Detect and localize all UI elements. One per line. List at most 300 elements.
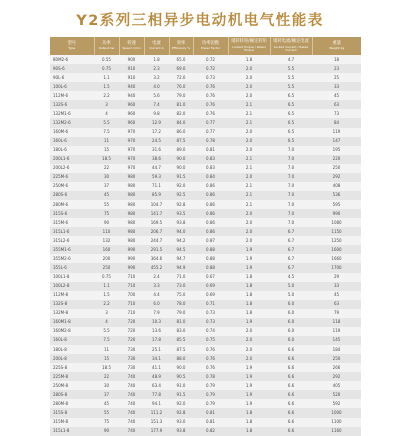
header-output: 功率 Output kw <box>94 37 119 55</box>
table-row <box>50 309 361 318</box>
cell-type: 132M-8 <box>50 309 94 318</box>
cell-current: 2.3 <box>144 64 169 73</box>
cell-current: 2.4 <box>144 273 169 282</box>
cell-power-factor: 0.86 <box>193 191 228 200</box>
cell-locked-current: 6.6 <box>270 427 312 436</box>
cell-locked-current: 7.0 <box>270 146 312 155</box>
cell-power-factor: 0.88 <box>193 254 228 263</box>
cell-locked-current: 6.0 <box>270 327 312 336</box>
cell-locked-torque: 1.9 <box>228 363 270 372</box>
cell-current: 111.2 <box>144 408 169 417</box>
cell-locked-current: 6.7 <box>270 254 312 263</box>
cell-type: 100L-6 <box>50 82 94 91</box>
cell-output: 5.5 <box>94 118 119 127</box>
performance-table-container <box>50 37 361 436</box>
table-row <box>50 173 361 182</box>
cell-efficiency: 90.0 <box>169 155 193 164</box>
cell-speed: 720 <box>119 336 144 345</box>
cell-efficiency: 94.7 <box>169 254 193 263</box>
cell-locked-current: 6.0 <box>270 336 312 345</box>
cell-efficiency: 91.0 <box>169 381 193 390</box>
table-row <box>50 372 361 381</box>
table-row <box>50 245 361 254</box>
cell-power-factor: 0.86 <box>193 200 228 209</box>
cell-locked-current: 7.0 <box>270 155 312 164</box>
cell-power-factor: 0.76 <box>193 91 228 100</box>
cell-output: 4 <box>94 318 119 327</box>
cell-weight: 33 <box>312 82 361 91</box>
cell-locked-torque: 2.1 <box>228 191 270 200</box>
cell-locked-torque: 1.9 <box>228 263 270 272</box>
cell-current: 10.3 <box>144 318 169 327</box>
cell-locked-torque: 2.1 <box>228 182 270 191</box>
table-row <box>50 109 361 118</box>
cell-locked-torque: 1.8 <box>228 408 270 417</box>
cell-current: 71.1 <box>144 182 169 191</box>
table-row <box>50 155 361 164</box>
cell-weight: 33 <box>312 282 361 291</box>
cell-speed: 910 <box>119 64 144 73</box>
cell-locked-torque: 2.0 <box>228 336 270 345</box>
cell-locked-torque: 1.9 <box>228 390 270 399</box>
cell-efficiency: 81.0 <box>169 100 193 109</box>
cell-efficiency: 87.5 <box>169 345 193 354</box>
cell-power-factor: 0.71 <box>193 300 228 309</box>
cell-output: 45 <box>94 399 119 408</box>
cell-current: 5.6 <box>144 91 169 100</box>
cell-weight: 29 <box>312 273 361 282</box>
cell-current: 177.9 <box>144 427 169 436</box>
cell-weight: 73 <box>312 109 361 118</box>
cell-output: 250 <box>94 263 119 272</box>
cell-speed: 910 <box>119 73 144 82</box>
cell-locked-current: 5.0 <box>270 282 312 291</box>
table-row <box>50 200 361 209</box>
cell-weight: 18 <box>312 55 361 64</box>
cell-speed: 990 <box>119 245 144 254</box>
cell-efficiency: 76.0 <box>169 82 193 91</box>
cell-current: 44.7 <box>144 164 169 173</box>
cell-type: 225S-8 <box>50 363 94 372</box>
cell-weight: 79 <box>312 309 361 318</box>
cell-current: 244.7 <box>144 236 169 245</box>
cell-type: 280S-8 <box>50 390 94 399</box>
cell-weight: 45 <box>312 91 361 100</box>
cell-weight: 1100 <box>312 418 361 427</box>
performance-table <box>50 37 361 436</box>
cell-speed: 710 <box>119 300 144 309</box>
cell-weight: 184 <box>312 345 361 354</box>
table-row <box>50 418 361 427</box>
cell-efficiency: 92.0 <box>169 182 193 191</box>
table-row <box>50 327 361 336</box>
cell-locked-torque: 1.9 <box>228 245 270 254</box>
cell-locked-current: 5.5 <box>270 64 312 73</box>
cell-locked-current: 7.0 <box>270 164 312 173</box>
cell-type: 112M-8 <box>50 291 94 300</box>
table-row <box>50 263 361 272</box>
cell-efficiency: 65.0 <box>169 55 193 64</box>
cell-locked-current: 6.5 <box>270 118 312 127</box>
cell-locked-current: 4.7 <box>270 55 312 64</box>
cell-weight: 1250 <box>312 236 361 245</box>
table-row <box>50 236 361 245</box>
page-title: Y2系列三相异步电动机电气性能表 <box>76 13 324 29</box>
cell-speed: 720 <box>119 318 144 327</box>
cell-weight: 292 <box>312 372 361 381</box>
cell-current: 206.7 <box>144 227 169 236</box>
cell-type: 315S-8 <box>50 408 94 417</box>
cell-locked-torque: 2.0 <box>228 327 270 336</box>
cell-weight: 250 <box>312 354 361 363</box>
cell-output: 11 <box>94 345 119 354</box>
table-row <box>50 182 361 191</box>
cell-locked-torque: 1.9 <box>228 254 270 263</box>
cell-output: 2.2 <box>94 91 119 100</box>
cell-output: 1.1 <box>94 282 119 291</box>
cell-weight: 1080 <box>312 218 361 227</box>
cell-efficiency: 75.0 <box>169 291 193 300</box>
cell-power-factor: 0.67 <box>193 273 228 282</box>
cell-locked-current: 6.5 <box>270 100 312 109</box>
cell-weight: 408 <box>312 182 361 191</box>
cell-locked-torque: 2.0 <box>228 64 270 73</box>
cell-type: 280M-6 <box>50 200 94 209</box>
cell-type: 200L1-6 <box>50 155 94 164</box>
cell-speed: 970 <box>119 128 144 137</box>
cell-speed: 740 <box>119 427 144 436</box>
cell-output: 18.5 <box>94 155 119 164</box>
table-row <box>50 336 361 345</box>
cell-type: 180L-8 <box>50 345 94 354</box>
cell-output: 1.5 <box>94 82 119 91</box>
cell-efficiency: 69.0 <box>169 64 193 73</box>
cell-efficiency: 90.0 <box>169 164 193 173</box>
cell-power-factor: 0.72 <box>193 64 228 73</box>
table-row <box>50 164 361 173</box>
header-power-factor: 功率因数 Power Factor <box>193 37 228 55</box>
cell-weight: 536 <box>312 191 361 200</box>
cell-type: 355M2-6 <box>50 254 94 263</box>
cell-locked-current: 5.5 <box>270 82 312 91</box>
cell-type: 280M-8 <box>50 399 94 408</box>
cell-speed: 980 <box>119 200 144 209</box>
table-row <box>50 64 361 73</box>
cell-efficiency: 91.5 <box>169 173 193 182</box>
cell-output: 22 <box>94 372 119 381</box>
cell-speed: 740 <box>119 418 144 427</box>
cell-output: 160 <box>94 245 119 254</box>
cell-type: 280S-6 <box>50 191 94 200</box>
cell-power-factor: 0.76 <box>193 345 228 354</box>
cell-locked-torque: 2.1 <box>228 118 270 127</box>
cell-efficiency: 92.5 <box>169 191 193 200</box>
cell-current: 7.9 <box>144 309 169 318</box>
cell-locked-torque: 1.9 <box>228 381 270 390</box>
cell-efficiency: 82.0 <box>169 109 193 118</box>
cell-type: 112M-6 <box>50 91 94 100</box>
cell-current: 24.5 <box>144 137 169 146</box>
table-row <box>50 427 361 436</box>
table-row <box>50 390 361 399</box>
cell-efficiency: 86.0 <box>169 128 193 137</box>
cell-locked-torque: 2.0 <box>228 128 270 137</box>
cell-output: 3 <box>94 100 119 109</box>
cell-speed: 940 <box>119 91 144 100</box>
cell-locked-torque: 2.0 <box>228 173 270 182</box>
cell-power-factor: 0.79 <box>193 399 228 408</box>
table-row <box>50 381 361 390</box>
cell-speed: 900 <box>119 55 144 64</box>
cell-weight: 147 <box>312 137 361 146</box>
header-current: 电流 Current A <box>144 37 169 55</box>
cell-locked-torque: 2.0 <box>228 227 270 236</box>
cell-current: 151.3 <box>144 418 169 427</box>
table-row <box>50 227 361 236</box>
cell-power-factor: 0.76 <box>193 82 228 91</box>
cell-current: 169.5 <box>144 218 169 227</box>
cell-power-factor: 0.75 <box>193 336 228 345</box>
header-locked-torque: 堵转转矩/额定转矩 Locked Torque / Rated Torque <box>228 37 270 55</box>
cell-power-factor: 0.83 <box>193 155 228 164</box>
cell-speed: 980 <box>119 236 144 245</box>
cell-weight: 45 <box>312 291 361 300</box>
cell-locked-torque: 2.1 <box>228 109 270 118</box>
cell-locked-torque: 1.8 <box>228 55 270 64</box>
cell-efficiency: 93.8 <box>169 427 193 436</box>
cell-power-factor: 0.86 <box>193 218 228 227</box>
cell-current: 25.1 <box>144 345 169 354</box>
cell-speed: 710 <box>119 282 144 291</box>
cell-power-factor: 0.79 <box>193 381 228 390</box>
cell-output: 55 <box>94 200 119 209</box>
cell-current: 141.7 <box>144 209 169 218</box>
cell-type: 200L2-6 <box>50 164 94 173</box>
cell-locked-current: 6.7 <box>270 227 312 236</box>
table-row <box>50 408 361 417</box>
table-row <box>50 118 361 127</box>
cell-speed: 740 <box>119 372 144 381</box>
cell-locked-torque: 2.0 <box>228 82 270 91</box>
cell-efficiency: 91.5 <box>169 390 193 399</box>
cell-type: 200L-8 <box>50 354 94 363</box>
cell-speed: 710 <box>119 273 144 282</box>
cell-speed: 990 <box>119 263 144 272</box>
cell-speed: 980 <box>119 173 144 182</box>
cell-speed: 980 <box>119 182 144 191</box>
table-row <box>50 137 361 146</box>
cell-power-factor: 0.88 <box>193 263 228 272</box>
cell-weight: 266 <box>312 363 361 372</box>
cell-type: 250M-8 <box>50 381 94 390</box>
cell-current: 17.8 <box>144 336 169 345</box>
cell-output: 3 <box>94 309 119 318</box>
cell-weight: 63 <box>312 300 361 309</box>
cell-efficiency: 72.0 <box>169 73 193 82</box>
cell-weight: 145 <box>312 336 361 345</box>
cell-locked-current: 6.7 <box>270 245 312 254</box>
cell-weight: 25 <box>312 73 361 82</box>
cell-current: 3.3 <box>144 282 169 291</box>
cell-locked-torque: 2.1 <box>228 100 270 109</box>
cell-speed: 990 <box>119 254 144 263</box>
cell-speed: 740 <box>119 381 144 390</box>
cell-speed: 980 <box>119 191 144 200</box>
cell-locked-current: 7.0 <box>270 200 312 209</box>
cell-weight: 292 <box>312 173 361 182</box>
cell-efficiency: 83.0 <box>169 327 193 336</box>
cell-efficiency: 78.0 <box>169 300 193 309</box>
cell-type: 90S-6 <box>50 64 94 73</box>
cell-power-factor: 0.74 <box>193 327 228 336</box>
cell-output: 90 <box>94 427 119 436</box>
cell-speed: 710 <box>119 309 144 318</box>
table-row <box>50 354 361 363</box>
cell-locked-torque: 2.0 <box>228 236 270 245</box>
cell-power-factor: 0.77 <box>193 128 228 137</box>
cell-type: 160L-8 <box>50 336 94 345</box>
cell-type: 315L1-6 <box>50 227 94 236</box>
cell-power-factor: 0.73 <box>193 318 228 327</box>
cell-output: 55 <box>94 408 119 417</box>
cell-efficiency: 93.0 <box>169 418 193 427</box>
cell-output: 200 <box>94 254 119 263</box>
cell-current: 63.4 <box>144 381 169 390</box>
cell-power-factor: 0.88 <box>193 245 228 254</box>
cell-speed: 960 <box>119 118 144 127</box>
header-speed: 转速 Speed r/min <box>119 37 144 55</box>
cell-type: 225M-6 <box>50 173 94 182</box>
cell-type: 315S-6 <box>50 209 94 218</box>
cell-power-factor: 0.76 <box>193 363 228 372</box>
table-row <box>50 128 361 137</box>
cell-speed: 720 <box>119 327 144 336</box>
table-row <box>50 345 361 354</box>
cell-locked-current: 6.6 <box>270 372 312 381</box>
cell-current: 455.2 <box>144 263 169 272</box>
cell-power-factor: 0.72 <box>193 55 228 64</box>
table-row <box>50 146 361 155</box>
cell-type: 132M2-6 <box>50 118 94 127</box>
cell-speed: 740 <box>119 399 144 408</box>
table-row <box>50 209 361 218</box>
cell-type: 160M1-8 <box>50 318 94 327</box>
table-row <box>50 218 361 227</box>
cell-power-factor: 0.76 <box>193 354 228 363</box>
cell-locked-current: 7.0 <box>270 191 312 200</box>
cell-power-factor: 0.73 <box>193 73 228 82</box>
cell-locked-current: 6.5 <box>270 128 312 137</box>
cell-locked-torque: 2.1 <box>228 164 270 173</box>
cell-weight: 520 <box>312 390 361 399</box>
header-locked-current: 堵转电流/额定电流 Locked Current / Rated Current <box>270 37 312 55</box>
cell-locked-torque: 1.8 <box>228 273 270 282</box>
cell-output: 45 <box>94 191 119 200</box>
cell-current: 7.4 <box>144 100 169 109</box>
cell-efficiency: 94.9 <box>169 263 193 272</box>
cell-speed: 740 <box>119 408 144 417</box>
cell-efficiency: 93.5 <box>169 209 193 218</box>
cell-efficiency: 92.0 <box>169 399 193 408</box>
cell-power-factor: 0.79 <box>193 390 228 399</box>
cell-locked-current: 7.0 <box>270 209 312 218</box>
cell-current: 48.9 <box>144 372 169 381</box>
cell-output: 0.75 <box>94 64 119 73</box>
cell-locked-current: 6.6 <box>270 408 312 417</box>
cell-locked-current: 6.6 <box>270 363 312 372</box>
cell-speed: 960 <box>119 109 144 118</box>
cell-type: 160M2-8 <box>50 327 94 336</box>
cell-power-factor: 0.82 <box>193 427 228 436</box>
cell-current: 4.0 <box>144 82 169 91</box>
cell-current: 77.8 <box>144 390 169 399</box>
header-efficiency: 效率 Efficiency % <box>169 37 193 55</box>
cell-weight: 23 <box>312 64 361 73</box>
cell-output: 30 <box>94 381 119 390</box>
cell-power-factor: 0.86 <box>193 209 228 218</box>
cell-speed: 730 <box>119 345 144 354</box>
cell-efficiency: 94.2 <box>169 236 193 245</box>
cell-locked-torque: 1.8 <box>228 291 270 300</box>
cell-locked-torque: 2.0 <box>228 354 270 363</box>
table-row <box>50 291 361 300</box>
cell-speed: 980 <box>119 227 144 236</box>
cell-output: 0.55 <box>94 55 119 64</box>
cell-efficiency: 89.0 <box>169 146 193 155</box>
cell-locked-current: 6.0 <box>270 318 312 327</box>
cell-current: 1.8 <box>144 55 169 64</box>
cell-current: 364.6 <box>144 254 169 263</box>
cell-weight: 595 <box>312 200 361 209</box>
cell-output: 1.1 <box>94 73 119 82</box>
cell-type: 180L-6 <box>50 146 94 155</box>
cell-locked-current: 6.6 <box>270 399 312 408</box>
cell-locked-current: 6.7 <box>270 236 312 245</box>
cell-power-factor: 0.87 <box>193 236 228 245</box>
cell-weight: 220 <box>312 155 361 164</box>
cell-type: 315L2-6 <box>50 236 94 245</box>
cell-power-factor: 0.69 <box>193 282 228 291</box>
cell-efficiency: 73.0 <box>169 282 193 291</box>
cell-type: 90L-6 <box>50 73 94 82</box>
cell-current: 59.3 <box>144 173 169 182</box>
cell-current: 6.0 <box>144 300 169 309</box>
cell-type: 132S-8 <box>50 300 94 309</box>
cell-efficiency: 88.0 <box>169 354 193 363</box>
cell-speed: 940 <box>119 82 144 91</box>
cell-output: 4 <box>94 109 119 118</box>
cell-output: 5.5 <box>94 327 119 336</box>
cell-output: 37 <box>94 182 119 191</box>
cell-weight: 990 <box>312 209 361 218</box>
cell-locked-current: 6.5 <box>270 91 312 100</box>
cell-power-factor: 0.77 <box>193 118 228 127</box>
cell-locked-torque: 2.0 <box>228 218 270 227</box>
cell-locked-current: 6.6 <box>270 354 312 363</box>
cell-power-factor: 0.78 <box>193 137 228 146</box>
cell-locked-torque: 2.0 <box>228 209 270 218</box>
cell-locked-current: 6.6 <box>270 345 312 354</box>
cell-locked-torque: 1.8 <box>228 282 270 291</box>
cell-output: 2.2 <box>94 300 119 309</box>
cell-locked-current: 6.0 <box>270 309 312 318</box>
table-row <box>50 191 361 200</box>
cell-weight: 195 <box>312 146 361 155</box>
table-body <box>50 55 361 436</box>
table-row <box>50 399 361 408</box>
cell-output: 90 <box>94 218 119 227</box>
cell-efficiency: 87.5 <box>169 137 193 146</box>
